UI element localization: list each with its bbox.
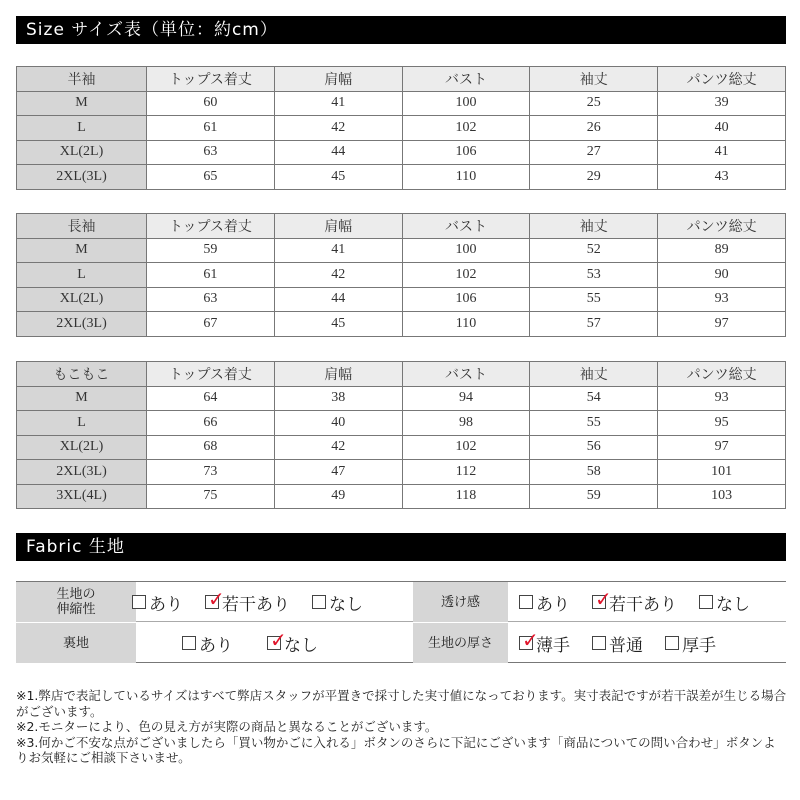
table-cell: 103: [658, 484, 786, 509]
column-header: パンツ総丈: [658, 362, 786, 387]
table-row: [17, 165, 786, 190]
table-cell: 100: [402, 238, 530, 263]
option-label: なし: [329, 594, 363, 615]
checkbox-icon: [267, 628, 287, 652]
table-title: もこもこ: [17, 362, 147, 387]
table-cell: 25: [530, 91, 658, 116]
column-header: トップス着丈: [147, 67, 275, 92]
table-cell: 60: [147, 91, 275, 116]
checkbox-icon: [132, 595, 146, 609]
table-cell: 75: [147, 484, 275, 509]
column-header: 肩幅: [274, 214, 402, 239]
checkbox-icon: [592, 587, 612, 611]
stretch-option-no: [312, 590, 363, 615]
table-cell: 93: [658, 287, 786, 312]
table-row: [17, 484, 786, 509]
table-cell: 97: [658, 312, 786, 337]
table-row: [17, 312, 786, 337]
table-cell: 42: [274, 116, 402, 141]
table-cell: 55: [530, 411, 658, 436]
checkbox-icon: [665, 636, 679, 650]
note-1: ※1.弊店で表記しているサイズはすべて弊店スタッフが平置きで採寸した実寸値になっております。実寸表記ですが若干誤差が生じる場合がございます。: [16, 688, 787, 719]
table-cell: 59: [530, 484, 658, 509]
table-row: [17, 386, 786, 411]
thickness-option-thick: [665, 631, 716, 656]
table-cell: 68: [147, 435, 275, 460]
thickness-option-normal: [592, 631, 643, 656]
table-cell: 94: [402, 386, 530, 411]
option-label: あり: [536, 594, 570, 615]
table-cell: 40: [658, 116, 786, 141]
size-label: M: [17, 91, 147, 116]
table-cell: 55: [530, 287, 658, 312]
table-header-row: [17, 362, 786, 387]
stretch-label-line2: 伸縮性: [56, 602, 96, 617]
thickness-label: 生地の厚さ: [413, 623, 508, 663]
table-row: [17, 460, 786, 485]
option-label: あり: [199, 635, 233, 656]
table-cell: 58: [530, 460, 658, 485]
table-cell: 61: [147, 116, 275, 141]
checkbox-icon: [592, 636, 606, 650]
fabric-section-header: Fabric 生地: [16, 533, 786, 561]
table-cell: 61: [147, 263, 275, 288]
option-label: 普通: [609, 635, 643, 656]
table-cell: 118: [402, 484, 530, 509]
stretch-option-yes: [132, 590, 183, 615]
table-cell: 93: [658, 386, 786, 411]
table-cell: 44: [274, 140, 402, 165]
table-header-row: [17, 67, 786, 92]
note-2: ※2.モニターにより、色の見え方が実際の商品と異なることがございます。: [16, 719, 438, 734]
checkmark-icon: ✓: [208, 587, 225, 611]
note-3: ※3.何かご不安な点がございましたら「買い物かごに入れる」ボタンのさらに下記にございます「商品についての問い合わせ」ボタンよりお気軽にご相談下さいませ。: [16, 734, 776, 765]
table-cell: 57: [530, 312, 658, 337]
column-header: 袖丈: [530, 214, 658, 239]
size-label: L: [17, 263, 147, 288]
stretch-label: [16, 582, 136, 622]
table-cell: 59: [147, 238, 275, 263]
table-cell: 39: [658, 91, 786, 116]
size-label: 2XL(3L): [17, 312, 147, 337]
column-header: 袖丈: [530, 67, 658, 92]
column-header: トップス着丈: [147, 214, 275, 239]
checkmark-icon: ✓: [522, 628, 539, 652]
fabric-row: [16, 582, 786, 622]
column-header: トップス着丈: [147, 362, 275, 387]
stretch-options: [132, 582, 385, 622]
stretch-label-line1: 生地の: [56, 587, 96, 602]
table-cell: 52: [530, 238, 658, 263]
checkbox-icon: [205, 587, 225, 611]
option-label: なし: [716, 594, 750, 615]
column-header: バスト: [402, 362, 530, 387]
thickness-option-thin: [519, 628, 570, 656]
table-cell: 56: [530, 435, 658, 460]
table-cell: 90: [658, 263, 786, 288]
table-cell: 100: [402, 91, 530, 116]
table-cell: 63: [147, 287, 275, 312]
table-cell: 106: [402, 287, 530, 312]
size-table-long-sleeve: [16, 213, 786, 337]
transparency-options: [519, 582, 772, 622]
lining-option-yes: [182, 631, 233, 656]
lining-label: 裏地: [16, 623, 136, 663]
size-table-fluffy: [16, 361, 786, 509]
table-row: [17, 411, 786, 436]
table-cell: 41: [274, 238, 402, 263]
table-cell: 40: [274, 411, 402, 436]
column-header: パンツ総丈: [658, 214, 786, 239]
table-title: 長袖: [17, 214, 147, 239]
size-label: L: [17, 411, 147, 436]
table-row: [17, 263, 786, 288]
table-row: [17, 287, 786, 312]
transparency-option-slight: [592, 587, 677, 615]
table-cell: 102: [402, 435, 530, 460]
lining-options: [182, 623, 340, 663]
fabric-row: [16, 623, 786, 663]
table-cell: 47: [274, 460, 402, 485]
table-cell: 97: [658, 435, 786, 460]
table-row: [17, 140, 786, 165]
table-header-row: [17, 214, 786, 239]
column-header: パンツ総丈: [658, 67, 786, 92]
size-table-short-sleeve: [16, 66, 786, 190]
size-label: M: [17, 386, 147, 411]
table-cell: 67: [147, 312, 275, 337]
table-cell: 102: [402, 263, 530, 288]
table-cell: 64: [147, 386, 275, 411]
table-cell: 65: [147, 165, 275, 190]
checkbox-icon: [312, 595, 326, 609]
checkbox-icon: [699, 595, 713, 609]
option-label: 厚手: [682, 635, 716, 656]
column-header: 袖丈: [530, 362, 658, 387]
checkmark-icon: ✓: [270, 628, 287, 652]
table-cell: 89: [658, 238, 786, 263]
checkmark-icon: ✓: [595, 587, 612, 611]
table-cell: 41: [274, 91, 402, 116]
column-header: バスト: [402, 67, 530, 92]
option-label: あり: [149, 594, 183, 615]
table-cell: 27: [530, 140, 658, 165]
size-label: 2XL(3L): [17, 165, 147, 190]
column-header: 肩幅: [274, 362, 402, 387]
table-cell: 38: [274, 386, 402, 411]
size-section-header: Size サイズ表（単位：約cm）: [16, 16, 786, 44]
stretch-option-slight: [205, 587, 290, 615]
size-label: XL(2L): [17, 140, 147, 165]
size-label: XL(2L): [17, 287, 147, 312]
table-cell: 49: [274, 484, 402, 509]
option-label: 若干あり: [609, 594, 677, 615]
option-label: なし: [284, 635, 318, 656]
transparency-label: 透け感: [413, 582, 508, 622]
table-cell: 45: [274, 165, 402, 190]
table-cell: 95: [658, 411, 786, 436]
table-cell: 43: [658, 165, 786, 190]
notes: [16, 688, 788, 766]
checkbox-icon: [519, 595, 533, 609]
size-label: L: [17, 116, 147, 141]
table-cell: 53: [530, 263, 658, 288]
column-header: バスト: [402, 214, 530, 239]
table-row: [17, 91, 786, 116]
size-label: M: [17, 238, 147, 263]
transparency-option-yes: [519, 590, 570, 615]
table-cell: 112: [402, 460, 530, 485]
table-row: [17, 238, 786, 263]
size-label: XL(2L): [17, 435, 147, 460]
checkbox-icon: [519, 628, 539, 652]
thickness-options: [519, 623, 738, 663]
size-label: 3XL(4L): [17, 484, 147, 509]
table-cell: 106: [402, 140, 530, 165]
table-cell: 66: [147, 411, 275, 436]
table-title: 半袖: [17, 67, 147, 92]
checkbox-icon: [182, 636, 196, 650]
table-cell: 45: [274, 312, 402, 337]
table-cell: 42: [274, 435, 402, 460]
table-cell: 102: [402, 116, 530, 141]
option-label: 若干あり: [222, 594, 290, 615]
table-cell: 41: [658, 140, 786, 165]
column-header: 肩幅: [274, 67, 402, 92]
table-row: [17, 435, 786, 460]
table-cell: 42: [274, 263, 402, 288]
transparency-option-no: [699, 590, 750, 615]
table-cell: 110: [402, 312, 530, 337]
fabric-table: [16, 581, 786, 663]
table-cell: 54: [530, 386, 658, 411]
table-cell: 101: [658, 460, 786, 485]
size-label: 2XL(3L): [17, 460, 147, 485]
option-label: 薄手: [536, 635, 570, 656]
lining-option-no: [267, 628, 318, 656]
table-cell: 73: [147, 460, 275, 485]
table-cell: 29: [530, 165, 658, 190]
table-cell: 110: [402, 165, 530, 190]
table-cell: 98: [402, 411, 530, 436]
table-row: [17, 116, 786, 141]
table-cell: 44: [274, 287, 402, 312]
table-cell: 63: [147, 140, 275, 165]
table-cell: 26: [530, 116, 658, 141]
